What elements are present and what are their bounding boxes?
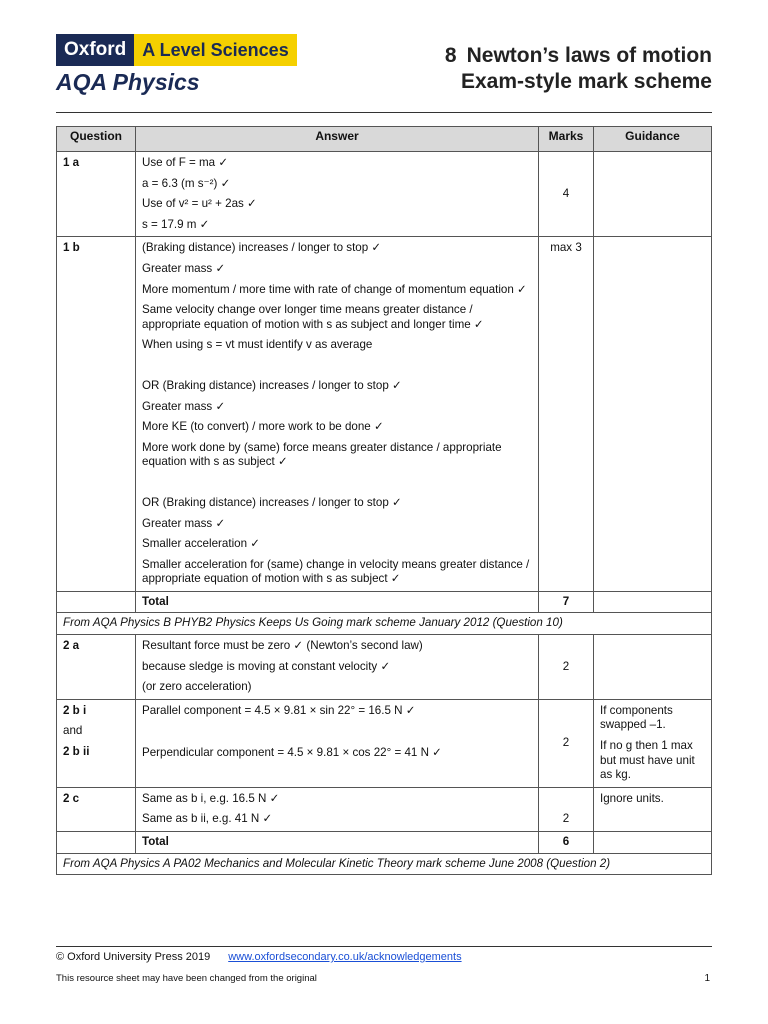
- guidance-line: If no g then 1 max but must have unit as kg.: [600, 739, 695, 782]
- column-header-answer: Answer: [136, 127, 539, 152]
- answer-line: When using s = vt must identify v as average: [142, 338, 373, 352]
- total-marks: 7: [539, 591, 594, 613]
- guidance-cell: Ignore units.: [594, 787, 712, 831]
- table-header-row: [57, 127, 712, 152]
- answer-cell: [136, 237, 539, 592]
- answer-line: a = 6.3 (m s⁻²) ✓: [142, 176, 231, 190]
- brand-alevel-sciences: A Level Sciences: [134, 34, 296, 66]
- answer-line: Greater mass ✓: [142, 399, 226, 413]
- total-label: Total: [136, 832, 539, 854]
- question-label: 2 c: [57, 787, 136, 831]
- answer-line: Use of F = ma ✓: [142, 156, 229, 169]
- marks-cell: 4: [539, 152, 594, 237]
- question-label: 2 b ii: [63, 745, 90, 759]
- answer-line: Smaller acceleration for (same) change in velocity means greater distance / appropriate equation of motion with s as subject ✓: [142, 557, 530, 586]
- guidance-cell: [594, 237, 712, 592]
- column-header-question: Question: [57, 127, 136, 152]
- answer-spacer: [142, 476, 532, 490]
- answer-spacer: [142, 359, 532, 373]
- marks-cell: 2: [539, 699, 594, 787]
- mark-scheme-table: [56, 126, 712, 875]
- answer-line: Resultant force must be zero ✓ (Newton’s second law): [142, 639, 423, 653]
- guidance-line: If components swapped –1.: [600, 703, 673, 732]
- table-row: [57, 237, 712, 592]
- guidance-cell: [594, 152, 712, 237]
- total-empty-cell: [57, 832, 136, 854]
- answer-cell: [136, 699, 539, 787]
- footer-copyright-line: [56, 951, 462, 963]
- source-citation: From AQA Physics B PHYB2 Physics Keeps Us Going mark scheme January 2012 (Question 10): [57, 613, 712, 635]
- changed-note: This resource sheet may have been changed from the original: [56, 973, 317, 984]
- answer-line: s = 17.9 m ✓: [142, 217, 210, 231]
- answer-line: (or zero acceleration): [142, 680, 252, 694]
- answer-line: Greater mass ✓: [142, 516, 226, 530]
- answer-line: Use of v² = u² + 2as ✓: [142, 197, 257, 211]
- answer-line: Same as b i, e.g. 16.5 N ✓: [142, 791, 280, 805]
- marks-cell: max 3: [539, 237, 594, 592]
- total-label: Total: [136, 591, 539, 613]
- subject-title: AQA Physics: [56, 69, 200, 95]
- guidance-cell: [594, 635, 712, 700]
- table-row: [57, 152, 712, 237]
- total-guidance-cell: [594, 591, 712, 613]
- answer-line: OR (Braking distance) increases / longer to stop ✓: [142, 378, 402, 392]
- total-empty-cell: [57, 591, 136, 613]
- source-row: [57, 613, 712, 635]
- guidance-cell: [594, 699, 712, 787]
- brand-oxford: Oxford: [56, 34, 134, 66]
- answer-line: (Braking distance) increases / longer to stop ✓: [142, 241, 382, 255]
- chapter-title: Newton’s laws of motion: [466, 44, 712, 67]
- column-header-marks: Marks: [539, 127, 594, 152]
- answer-line: Same as b ii, e.g. 41 N ✓: [142, 812, 273, 826]
- total-row: [57, 832, 712, 854]
- acknowledgements-link[interactable]: www.oxfordsecondary.co.uk/acknowledgements: [228, 951, 462, 963]
- question-label: 2 b i: [63, 703, 87, 717]
- answer-line: Greater mass ✓: [142, 261, 226, 275]
- table-row: [57, 635, 712, 700]
- source-citation: From AQA Physics A PA02 Mechanics and Molecular Kinetic Theory mark scheme June 2008 (Question 2): [57, 853, 712, 875]
- question-label-group: [57, 699, 136, 787]
- brand-logo: [56, 34, 297, 66]
- table-row: [57, 787, 712, 831]
- answer-line: OR (Braking distance) increases / longer to stop ✓: [142, 495, 402, 509]
- answer-cell: [136, 152, 539, 237]
- document-title: Exam-style mark scheme: [461, 70, 712, 93]
- question-label: 2 a: [57, 635, 136, 700]
- page-number: 1: [704, 973, 710, 984]
- answer-line: Same velocity change over longer time means greater distance / appropriate equation of motion with s as subject and longer time ✓: [142, 303, 484, 331]
- answer-line: More momentum / more time with rate of change of momentum equation ✓: [142, 282, 527, 296]
- answer-line: Perpendicular component = 4.5 × 9.81 × cos 22° = 41 N ✓: [142, 746, 442, 760]
- answer-cell: [136, 635, 539, 700]
- header-divider: [56, 112, 712, 113]
- answer-line: More KE (to convert) / more work to be done ✓: [142, 420, 384, 434]
- chapter-heading: [445, 44, 712, 68]
- answer-line: because sledge is moving at constant velocity ✓: [142, 659, 391, 673]
- column-header-guidance: Guidance: [594, 127, 712, 152]
- total-row: [57, 591, 712, 613]
- copyright-text: © Oxford University Press 2019: [56, 951, 211, 963]
- footer-divider: [56, 946, 712, 947]
- chapter-number: 8: [444, 44, 457, 67]
- question-label: 1 b: [57, 237, 136, 592]
- marks-cell: 2: [539, 635, 594, 700]
- answer-line: More work done by (same) force means greater distance / appropriate equation with s as subject ✓: [142, 440, 502, 469]
- table-row: [57, 699, 712, 787]
- answer-cell: [136, 787, 539, 831]
- question-label-and: and: [63, 724, 83, 738]
- marks-cell: 2: [539, 787, 594, 831]
- answer-line: Smaller acceleration ✓: [142, 537, 260, 551]
- total-marks: 6: [539, 832, 594, 854]
- total-guidance-cell: [594, 832, 712, 854]
- source-row: [57, 853, 712, 875]
- answer-line: Parallel component = 4.5 × 9.81 × sin 22° = 16.5 N ✓: [142, 703, 416, 717]
- question-label: 1 a: [57, 152, 136, 237]
